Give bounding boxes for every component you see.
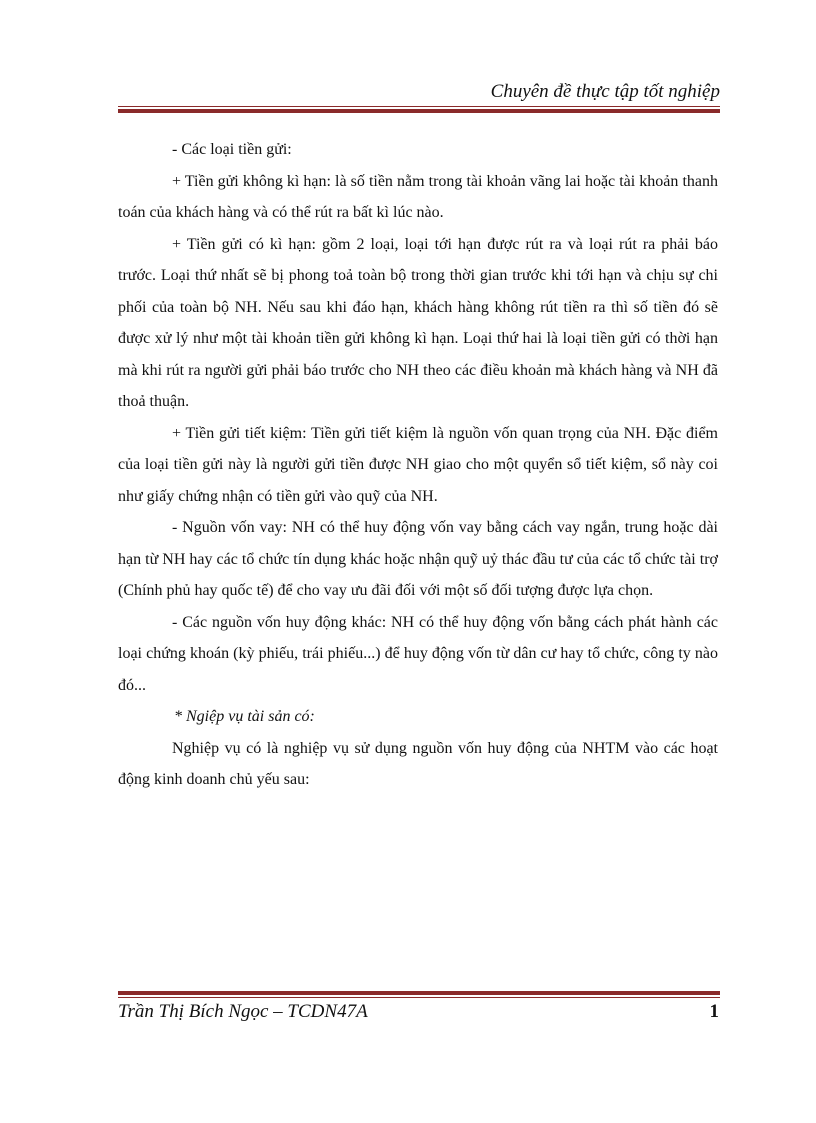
paragraph-demand-deposit: + Tiền gửi không kì hạn: là số tiền nằm trong tài khoản vãng lai hoặc tài khoản thanh toán của khách hàng và có thể rút ra bất kì lúc nào. [118, 172, 718, 221]
document-body [118, 134, 718, 796]
paragraph-borrowed-capital: - Nguồn vốn vay: NH có thể huy động vốn vay bằng cách vay ngắn, trung hoặc dài hạn từ NH hay các tổ chức tín dụng khác hoặc nhận quỹ uỷ thác đầu tư của các tổ chức tài trợ (Chính phủ hay quốc tế) để cho vay ưu đãi đối với một số đối tượng được lựa chọn. [118, 519, 718, 599]
footer-rule-thick [118, 991, 720, 995]
footer-rule-thin [118, 997, 720, 998]
page-header-title: Chuyên đề thực tập tốt nghiệp [490, 81, 720, 102]
footer-author: Trần Thị Bích Ngọc – TCDN47A [118, 1001, 368, 1022]
header-rule-thick [118, 109, 720, 113]
header-rule-thin [118, 106, 720, 107]
paragraph-term-deposit: + Tiền gửi có kì hạn: gồm 2 loại, loại tới hạn được rút ra và loại rút ra phải báo trước. Loại thứ nhất sẽ bị phong toả toàn bộ trong thời gian trước khi tới hạn và chịu sự chi phối của toàn bộ NH. Nếu sau khi đáo hạn, khách hàng không rút tiền ra thì số tiền đó sẽ được xử lý như một tài khoản tiền gửi không kì hạn. Loại thứ hai là loại tiền gửi có thời hạn mà khi rút ra người gửi phải báo trước cho NH theo các điều khoản mà khách hàng và NH đã thoả thuận. [118, 235, 718, 410]
paragraph-savings-deposit: + Tiền gửi tiết kiệm: Tiền gửi tiết kiệm là nguồn vốn quan trọng của NH. Đặc điểm của loại tiền gửi này là người gửi tiền được NH giao cho một quyển sổ tiết kiệm, sổ này coi như giấy chứng nhận có tiền gửi vào quỹ của NH. [118, 424, 718, 505]
paragraph-deposit-types: - Các loại tiền gửi: [172, 141, 292, 158]
subheading-asset-operations: * Ngiệp vụ tài sản có: [174, 708, 315, 725]
paragraph-asset-operations: Nghiệp vụ có là nghiệp vụ sử dụng nguồn vốn huy động của NHTM vào các hoạt động kinh doanh chủ yếu sau: [118, 739, 718, 788]
page-number: 1 [709, 1001, 719, 1022]
paragraph-other-sources: - Các nguồn vốn huy động khác: NH có thể huy động vốn bằng cách phát hành các loại chứng khoán (kỳ phiếu, trái phiếu...) để huy động vốn từ dân cư hay tổ chức, công ty nào đó... [118, 613, 718, 694]
